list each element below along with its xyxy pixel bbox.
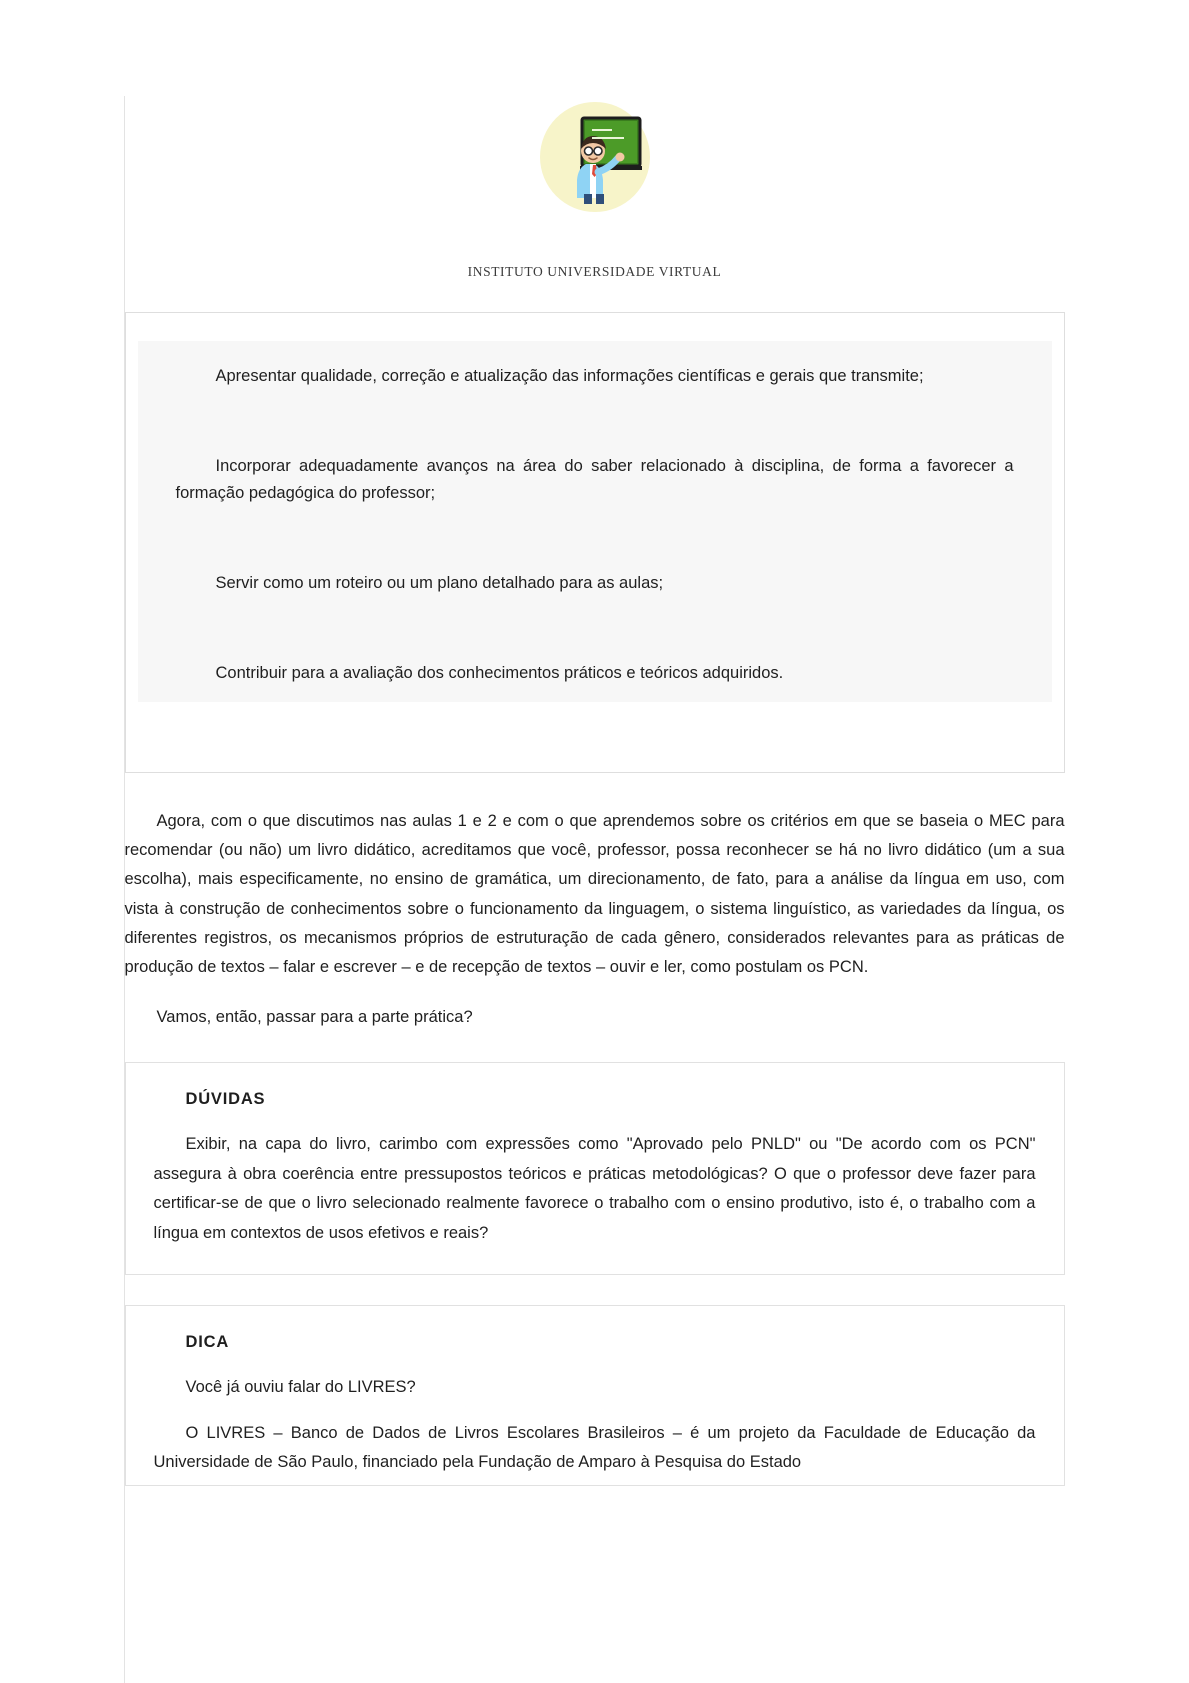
criteria-item: Contribuir para a avaliação dos conhecimentos práticos e teóricos adquiridos. (215, 663, 784, 682)
logo-container (125, 96, 1065, 212)
tip-callout (125, 1305, 1065, 1486)
body-paragraph: Agora, com o que discutimos nas aulas 1 e 2 e com o que aprendemos sobre os critérios em que se baseia o MEC para recomendar (ou não) um livro didático, acreditamos que você, professor, possa reconhecer se há no livro didático (um a sua escolha), mais especificamente, no ensino de gramática, um direcionamento, de fato, para a análise da língua em uso, com vista à construção de conhecimentos sobre o funcionamento da linguagem, o sistema linguístico, as variedades da língua, os diferentes registros, os mecanismos próprios de estruturação de cada gênero, considerados relevantes para as práticas de produção de textos – falar e escrever – e de recepção de textos – ouvir e ler, como postulam os PCN. (124, 811, 1065, 977)
body-paragraph: Vamos, então, passar para a parte prática? (156, 1007, 473, 1026)
criteria-frame (125, 312, 1065, 773)
tip-callout-text: Você já ouviu falar do LIVRES? (185, 1378, 416, 1397)
tip-callout-title: DICA (185, 1332, 230, 1351)
criteria-item: Apresentar qualidade, correção e atualização das informações científicas e gerais que transmite; (215, 367, 924, 385)
criteria-item: Servir como um roteiro ou um plano detalhado para as aulas; (215, 574, 664, 593)
tip-callout-text: O LIVRES – Banco de Dados de Livros Escolares Brasileiros – é um projeto da Faculdade de Educação da Universidade de São Paulo, financiado pela Fundação de Amparo à Pesquisa do Estado (153, 1423, 1036, 1471)
doubts-callout (125, 1062, 1065, 1275)
institute-name: INSTITUTO UNIVERSIDADE VIRTUAL (467, 264, 722, 279)
criteria-frame-spacer (138, 702, 1052, 740)
teacher-at-blackboard-icon (540, 102, 650, 212)
document-content (125, 0, 1065, 1486)
doubts-callout-text: Exibir, na capa do livro, carimbo com expressões como "Aprovado pelo PNLD" ou "De acordo com os PCN" assegura à obra coerência entre pressupostos teóricos e práticas metodológicas? O que o professor deve fazer para certificar-se de que o livro selecionado realmente favorece o trabalho com o ensino produtivo, isto é, o trabalho com a língua em contextos de usos efetivos e reais? (153, 1135, 1036, 1242)
criteria-list (138, 341, 1052, 702)
criteria-item: Incorporar adequadamente avanços na área do saber relacionado à disciplina, de forma a favorecer a formação pedagógica do professor; (175, 456, 1014, 503)
doubts-callout-title: DÚVIDAS (185, 1090, 266, 1109)
body-text (125, 807, 1065, 1033)
